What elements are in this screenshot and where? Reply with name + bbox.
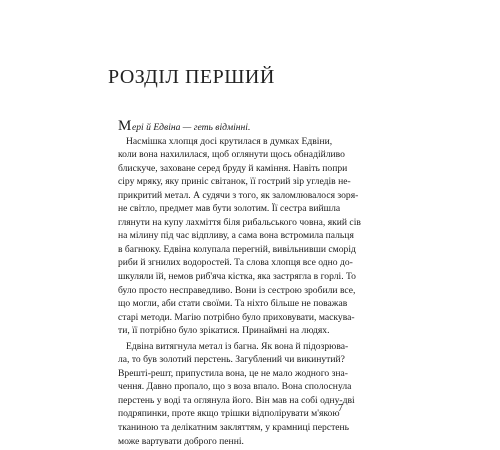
text-line: риби й згнилих водоростей. Та слова хлопця все одно до-	[118, 257, 353, 269]
text-line: тканиною та делікатним закляттям, у крамниці перстень	[118, 422, 350, 434]
body-text	[118, 118, 361, 448]
text-line: прикритий метал. А судячи з того, як заломлювалося зоря-	[118, 189, 359, 201]
first-line	[118, 118, 356, 135]
text-line: перстень у воді та оглянула його. Він мав на собі одну-дві	[118, 394, 355, 406]
text-line: ти, її потрібно було зрікатися. Принаймні на людях.	[118, 325, 330, 337]
text-line: глянути на купу лахміття біля рибальського човна, який сів	[118, 216, 361, 228]
text-line: блискуче, заховане серед бруду й каміння. Навіть попри	[118, 162, 348, 174]
drop-cap: М	[118, 118, 132, 134]
text-line: Насмішка хлопця досі крутилася в думках Едвіни,	[126, 135, 333, 147]
text-line: сіру мряку, яку приніс світанок, її гострий зір угледів не-	[118, 176, 351, 188]
first-line-italic: ері й Едвіна — геть відмінні.	[132, 122, 251, 133]
paragraph-1	[118, 135, 361, 338]
paragraph-2	[118, 340, 356, 448]
chapter-title: РОЗДІЛ ПЕРШИЙ	[108, 66, 275, 88]
text-line: в багнюку. Едвіна колупала перегній, вивільнивши сморід	[118, 243, 356, 255]
text-line: Врешті-решт, припустила вона, це не мало жодного зна-	[118, 367, 348, 379]
text-line: було просто несправедливо. Вони із сестрою зробили все,	[118, 284, 356, 296]
text-line: що могли, аби стати своїми. Та ніхто більше не поважав	[118, 298, 348, 310]
text-line: не світло, предмет мав бути золотим. Її сестра вийшла	[118, 203, 341, 215]
text-line: старі методи. Магію потрібно було приховувати, маскува-	[118, 311, 355, 323]
text-line: Едвіна витягнула метал із багна. Як вона й підозрюва-	[126, 340, 349, 352]
text-line: може вартувати доброго пенні.	[118, 435, 244, 447]
text-line: коли вона нахилилася, щоб оглянути щось обнадійливо	[118, 149, 345, 161]
page-number: 7	[338, 403, 343, 414]
text-line: подряпинки, проте якщо трішки відполірувати м'якою	[118, 408, 340, 420]
text-line: на мілину під час відпливу, а сама вона встромила пальця	[118, 230, 354, 242]
text-line: шкуляли їй, немов риб'яча кістка, яка застрягла в горлі. То	[118, 271, 356, 283]
text-line: чення. Давно пропало, що з воза впало. Вона сполоснула	[118, 381, 352, 393]
text-line: ла, то був золотий перстень. Загублений чи викинутий?	[118, 354, 345, 366]
